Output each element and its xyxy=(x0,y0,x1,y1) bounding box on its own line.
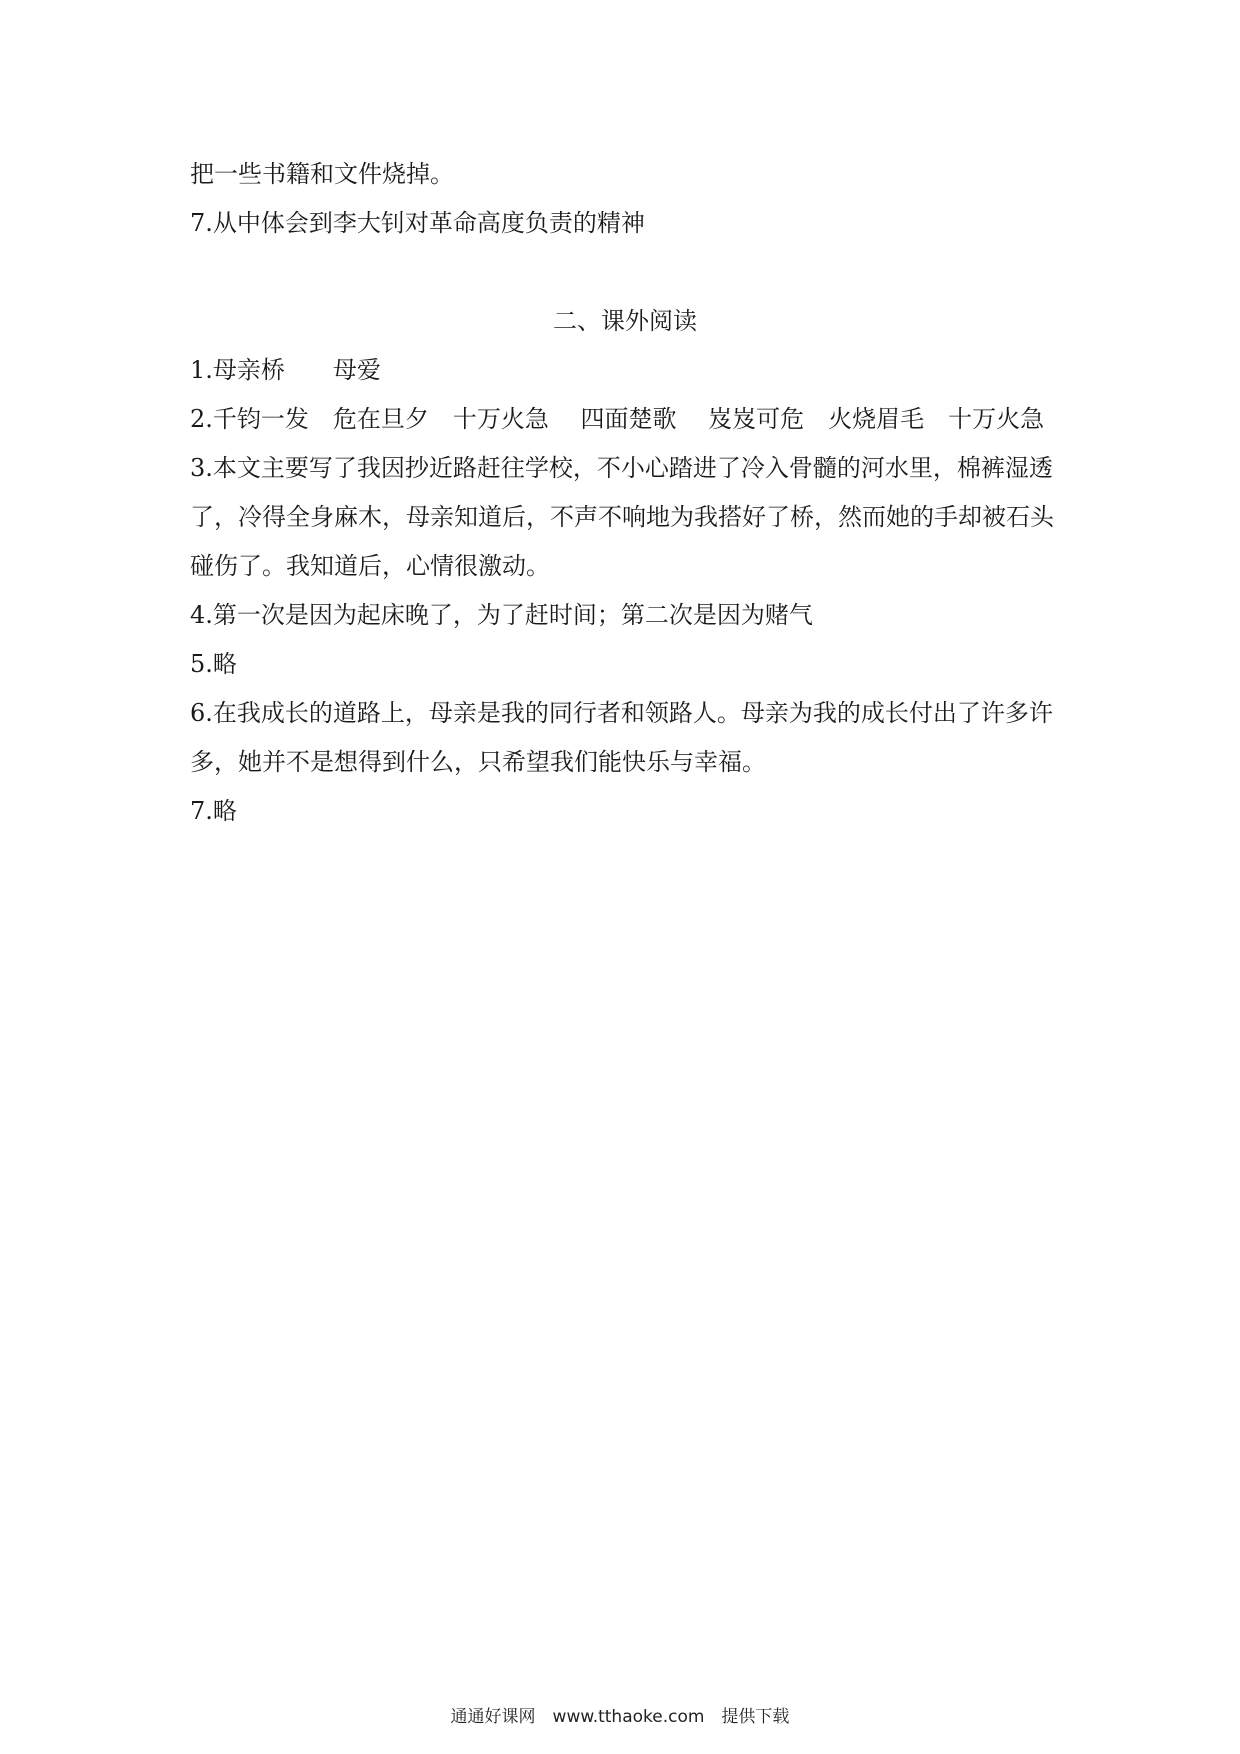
prev-answer-7: 7.从中体会到李大钊对革命高度负责的精神 xyxy=(190,209,645,237)
answer-4: 4.第一次是因为起床晚了，为了赶时间；第二次是因为赌气 xyxy=(190,601,813,629)
answer-content xyxy=(190,150,1060,836)
answer-3: 3.本文主要写了我因抄近路赶往学校，不小心踏进了冷入骨髓的河水里，棉裤湿透了，冷得全身麻木，母亲知道后，不声不响地为我搭好了桥，然而她的手却被石头碰伤了。我知道后，心情很激动。 xyxy=(190,454,1054,580)
answer-2: 2.千钧一发 危在旦夕 十万火急 四面楚歌 岌岌可危 火烧眉毛 十万火急 xyxy=(190,405,1045,433)
answer-7: 7.略 xyxy=(190,797,237,825)
answer-5: 5.略 xyxy=(190,650,237,678)
section-title: 二、课外阅读 xyxy=(553,307,697,335)
page-footer: 通通好课网 www.tthaoke.com 提供下载 xyxy=(450,1707,790,1727)
answer-1: 1.母亲桥 母爱 xyxy=(190,356,381,384)
answer-6: 6.在我成长的道路上，母亲是我的同行者和领路人。母亲为我的成长付出了许多许多，她并不是想得到什么，只希望我们能快乐与幸福。 xyxy=(190,699,1053,776)
prev-answer-continuation: 把一些书籍和文件烧掉。 xyxy=(190,160,454,188)
